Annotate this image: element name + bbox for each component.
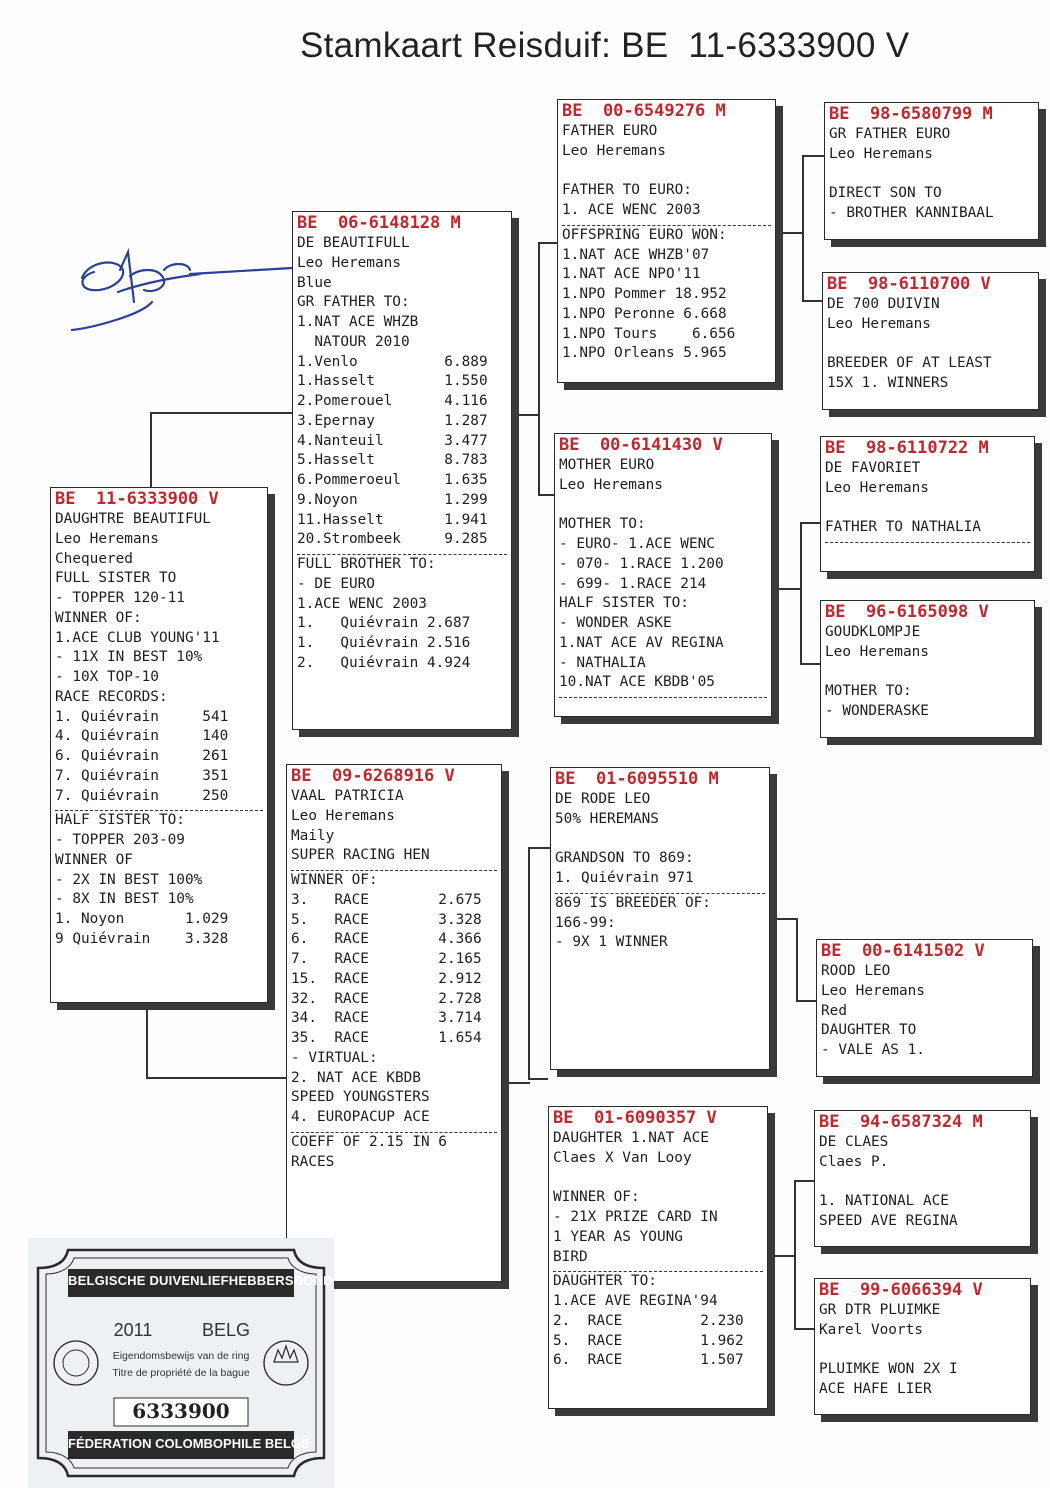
connector-line [538,242,540,496]
signature [70,232,300,342]
card-line: Blue [297,274,332,291]
pedigree-card-ffm [822,272,1039,410]
connector-line [512,414,540,416]
card-line: 15. RACE 2.912 [291,970,482,987]
certificate-year: 2011 [113,1320,153,1340]
card-line: Leo Heremans [825,643,929,660]
connector-line [770,918,798,920]
card-line: 1.NAT ACE AV REGINA [559,634,724,651]
ring-number: BE 96-6165098 V [825,602,989,622]
pedigree-card-mmf [814,1110,1031,1247]
card-line: 1. ACE WENC 2003 [562,202,701,218]
card-line [827,335,1034,355]
card-line: RACE RECORDS: [55,688,168,705]
card-line: WINNER OF: [55,609,142,626]
card-line: SPEED AVE REGINA [819,1213,958,1229]
card-line: Leo Heremans [827,315,931,332]
card-line [553,1169,763,1189]
card-line: FATHER TO NATHALIA [825,519,981,536]
card-line: GR FATHER EURO [829,126,951,142]
card-line: SPEED YOUNGSTERS [291,1089,430,1106]
card-line: 15X 1. WINNERS [827,375,949,391]
pedigree-card-fmm [820,600,1035,738]
connector-line [528,847,530,1080]
card-line: DAUGHTER TO [821,1022,917,1039]
connector-line [538,242,558,244]
connector-line [528,847,550,849]
certificate-country: BELG [201,1320,251,1340]
card-line: DE 700 DUIVIN [827,296,940,312]
card-line: 2. Quiévrain 4.924 [297,654,471,671]
card-line: 9 Quiévrain 3.328 [55,930,229,947]
card-line: GRANDSON TO 869: [555,850,694,867]
card-line: 1.NPO Pommer 18.952 [562,286,727,302]
card-line: Leo Heremans [821,982,925,999]
card-line: MOTHER TO: [559,516,646,533]
card-line: 1.NAT ACE WHZB'07 [562,246,710,263]
card-line: 32. RACE 2.728 [291,990,482,1007]
card-line: 9.Noyon 1.299 [297,491,488,508]
card-line: Karel Voorts [819,1321,923,1338]
card-line: - EURO- 1.ACE WENC [559,536,715,552]
pedigree-card-mother [286,764,502,1282]
ring-number: BE 01-6095510 M [555,769,719,789]
connector-line [150,412,152,488]
card-line: 1. NATIONAL ACE [819,1193,949,1210]
card-line: 1. Quiévrain 2.687 [297,615,471,632]
connector-line [500,1082,530,1084]
card-line: COEFF OF 2.15 IN 6 [291,1133,447,1150]
card-line: DE BEAUTIFULL [297,235,410,251]
card-line: 50% HEREMANS [555,810,659,827]
pedigree-card-fmf [820,436,1035,572]
connector-line [796,918,798,1002]
card-line: Leo Heremans [825,479,929,496]
ring-number: BE 98-6580799 M [829,104,993,124]
card-line: 7. Quiévrain 351 [55,767,229,784]
card-line: - 070- 1.RACE 1.200 [559,555,724,572]
ring-number: BE 06-6148128 M [297,213,461,233]
card-line: Maily [291,827,335,844]
card-line: GOUDKLOMPJE [825,624,921,640]
card-line: OFFSPRING EURO WON: [562,226,727,243]
pedigree-card-father [292,211,512,730]
card-line: 1.Hasselt 1.550 [297,373,488,390]
card-line: 6.Pommeroeul 1.635 [297,472,488,488]
card-line: 2. RACE 2.230 [553,1312,744,1329]
card-line: - VIRTUAL: [291,1049,378,1066]
connector-line [794,1328,814,1330]
ring-number: BE 00-6141430 V [559,435,723,455]
card-line: 2.Pomerouel 4.116 [297,393,488,409]
ring-number: BE 99-6066394 V [819,1280,983,1300]
card-line: DIRECT SON TO [829,185,942,202]
card-line: - NATHALIA [559,654,646,671]
card-line: RACES [291,1153,335,1170]
card-line: - TOPPER 120-11 [55,590,185,606]
ring-certificate [28,1238,334,1488]
card-line: Leo Heremans [291,807,395,824]
ring-number: BE 98-6110722 M [825,438,989,458]
card-line: DAUGHTER 1.NAT ACE [553,1130,709,1146]
card-line: GR DTR PLUIMKE [819,1302,941,1318]
ring-number: BE 09-6268916 V [291,766,455,786]
card-line: 1.ACE WENC 2003 [297,595,427,612]
card-line: BIRD [553,1248,588,1265]
certificate-ring-number: 6333900 [132,1399,230,1423]
card-line: 5.Hasselt 8.783 [297,452,488,469]
pedigree-card-fff [824,102,1039,240]
card-line: 4. Quiévrain 140 [55,728,229,745]
card-line: FULL SISTER TO [55,570,177,587]
connector-line [146,1003,148,1079]
certificate-line-2: Titre de propriété de la bague [112,1367,250,1379]
card-line: - 699- 1.RACE 214 [559,575,707,592]
dashed-divider [825,542,1030,543]
card-line: Leo Heremans [55,530,159,547]
connector-line [768,1255,796,1257]
pedigree-card-fm [554,433,772,717]
connector-line [802,155,824,157]
card-line: Red [821,1002,847,1019]
card-line: FATHER TO EURO: [562,182,692,199]
connector-line [800,522,802,665]
card-line: 1.Venlo 6.889 [297,353,488,370]
pedigree-card-mm [548,1106,768,1409]
connector-line [776,232,804,234]
ring-number: BE 94-6587324 M [819,1112,983,1132]
connector-line [146,1077,286,1079]
card-line: 1. Quiévrain 2.516 [297,635,471,651]
card-line [819,1341,1026,1361]
card-line: MOTHER EURO [559,457,655,473]
card-line: 1 YEAR AS YOUNG [553,1228,683,1245]
card-line: WINNER OF [55,851,133,868]
certificate-footer: FÉDERATION COLOMBOPHILE BELGE [68,1436,310,1451]
card-line: 1.ACE CLUB YOUNG'11 [55,629,220,646]
connector-line [800,663,820,665]
card-line: - 11X IN BEST 10% [55,649,203,666]
card-line [825,663,1030,683]
card-line: 1.NPO Tours 6.656 [562,325,736,342]
card-line: ROOD LEO [821,963,891,979]
card-line: SUPER RACING HEN [291,847,430,864]
ring-number: BE 00-6549276 M [562,101,726,121]
connector-line [802,300,822,302]
card-line: - DE EURO [297,575,375,592]
pedigree-card-mmm [814,1278,1031,1415]
card-line: 5. RACE 3.328 [291,911,482,928]
card-line: Leo Heremans [829,145,933,162]
card-line [555,830,765,850]
card-line: Claes P. [819,1153,889,1170]
card-line: ACE HAFE LIER [819,1381,932,1397]
ring-number: BE 01-6090357 V [553,1108,717,1128]
card-line: 35. RACE 1.654 [291,1030,482,1046]
card-line: DAUGHTER TO: [553,1273,657,1290]
card-line: BREEDER OF AT LEAST [827,355,992,372]
card-line: DE FAVORIET [825,460,921,476]
card-line: 3. RACE 2.675 [291,891,482,908]
card-line [825,499,1030,519]
card-line [819,1173,1026,1193]
connector-line [802,155,804,302]
card-line: Leo Heremans [562,142,666,159]
card-line: GR FATHER TO: [297,294,410,311]
card-line: 4. EUROPACUP ACE [291,1109,430,1125]
card-line: DE RODE LEO [555,791,651,807]
dashed-divider [559,697,767,698]
card-line: 2. NAT ACE KBDB [291,1069,421,1086]
card-line: DE CLAES [819,1134,889,1150]
card-line: 166-99: [555,914,616,931]
card-line: NATOUR 2010 [297,333,410,350]
pedigree-card-mfm [816,939,1033,1077]
card-line: MOTHER TO: [825,683,912,700]
card-line: Chequered [55,550,133,567]
certificate-line-1: Eigendomsbewijs van de ring [112,1350,250,1362]
card-line: - VALE AS 1. [821,1042,925,1058]
connector-line [528,1078,548,1080]
card-line [829,165,1034,185]
card-line: PLUIMKE WON 2X I [819,1361,958,1378]
connector-line [796,1000,816,1002]
card-line: - 8X IN BEST 10% [55,891,194,908]
connector-line [794,1180,814,1182]
card-line: HALF SISTER TO: [559,595,689,612]
card-line: 4.Nanteuil 3.477 [297,432,488,449]
card-line: 6. Quiévrain 261 [55,748,229,764]
card-line: 7. RACE 2.165 [291,951,482,967]
card-line: Leo Heremans [297,254,401,271]
card-line: VAAL PATRICIA [291,788,404,804]
card-line: 1. Quiévrain 971 [555,870,694,886]
card-line: FATHER EURO [562,123,658,139]
certificate-header: BELGISCHE DUIVENLIEFHEBBERSBOND [68,1273,333,1288]
card-line: 1.NAT ACE WHZB [297,314,419,330]
connector-line [538,494,554,496]
card-line: - 2X IN BEST 100% [55,871,203,888]
card-line: - WONDERASKE [825,703,929,719]
card-line: 10.NAT ACE KBDB'05 [559,674,715,691]
card-line: Claes X Van Looy [553,1149,692,1166]
card-line: 869 IS BREEDER OF: [555,894,711,911]
connector-line [150,412,292,414]
card-line: - 10X TOP-10 [55,669,159,685]
card-line: 1. Noyon 1.029 [55,911,229,927]
card-line: 7. Quiévrain 250 [55,787,229,804]
ring-number: BE 98-6110700 V [827,274,991,294]
card-line: WINNER OF: [553,1189,640,1206]
card-line: 1.NAT ACE NPO'11 [562,266,701,283]
card-line: 6. RACE 1.507 [553,1352,744,1369]
connector-line [772,588,802,590]
pedigree-card-subject [50,487,268,1003]
card-line: 34. RACE 3.714 [291,1010,482,1027]
card-line: FULL BROTHER TO: [297,556,436,572]
pedigree-card-mf [550,767,770,1070]
card-line: HALF SISTER TO: [55,812,185,829]
card-line: 1. Quiévrain 541 [55,708,229,725]
card-line: 20.Strombeek 9.285 [297,531,488,548]
card-line: - TOPPER 203-09 [55,832,185,848]
card-line: DAUGHTRE BEAUTIFUL [55,511,211,527]
card-line: 6. RACE 4.366 [291,931,482,948]
pedigree-card-ff [557,99,776,383]
card-line: - 21X PRIZE CARD IN [553,1209,718,1225]
card-line [559,496,767,516]
card-line: 5. RACE 1.962 [553,1332,744,1349]
card-line: 11.Hasselt 1.941 [297,511,488,528]
card-line: - BROTHER KANNIBAAL [829,205,994,221]
connector-line [800,522,820,524]
card-line [562,162,771,182]
card-line: 3.Epernay 1.287 [297,412,488,429]
card-line: 1.NPO Peronne 6.668 [562,305,727,322]
page-title: Stamkaart Reisduif: BE 11-6333900 V [300,26,910,65]
card-line: Leo Heremans [559,476,663,493]
card-line: 1.NPO Orleans 5.965 [562,345,727,362]
ring-number: BE 00-6141502 V [821,941,985,961]
card-line: 1.ACE AVE REGINA'94 [553,1293,718,1309]
card-line: - 9X 1 WINNER [555,934,668,951]
card-line: - WONDER ASKE [559,615,672,631]
ring-number: BE 11-6333900 V [55,489,219,509]
card-line: WINNER OF: [291,872,378,888]
